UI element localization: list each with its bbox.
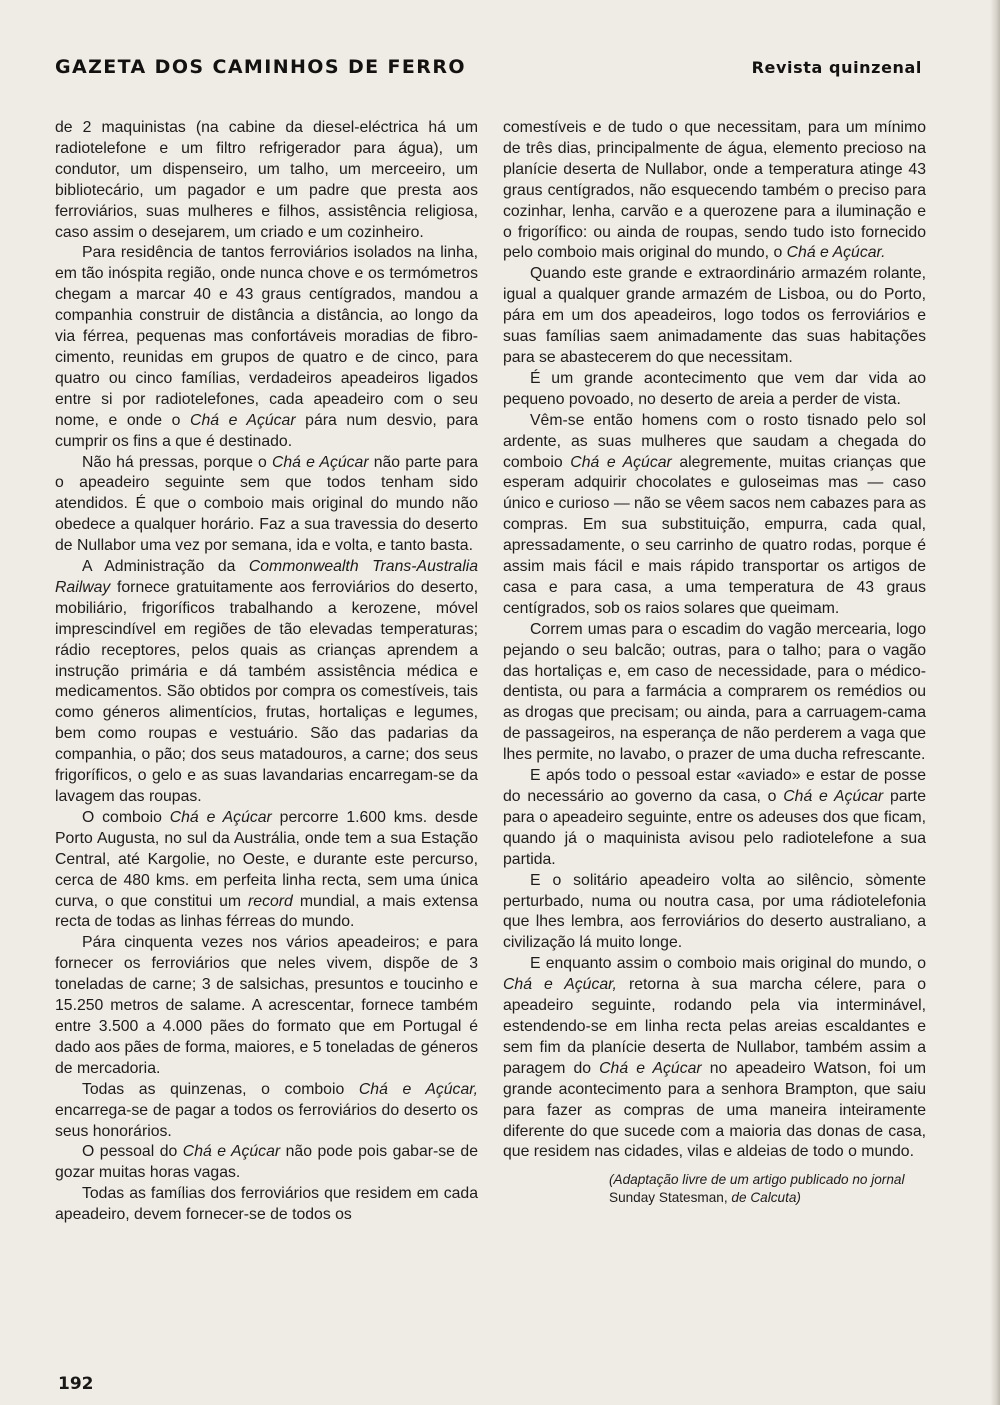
journal-subtitle: Revista quinzenal — [751, 58, 922, 77]
paragraph: Quando este grande e extraordinário armazém rolante, igual a qualquer grande armazém de Lisboa, ou do Porto, pára em um dos apeadeiros, logo todos os ferroviários e suas famílias saem animadamente das suas habitações para se abastecerem do que necessitam. — [503, 265, 926, 366]
left-column — [55, 118, 478, 1226]
paragraph: E o solitário apeadeiro volta ao silêncio, sòmente perturbado, numa ou noutra casa, por uma rádiotelefonia que lhes lembra, aos ferroviários do deserto australiano, a civilização lá muito longe. — [503, 871, 926, 952]
page-number: 192 — [58, 1374, 94, 1394]
paragraph: Vêm-se então homens com o rosto tisnado pelo sol ardente, as suas mulheres que saudam a chegada do comboio Chá e Açúcar alegremente, muitas crianças que esperam adquirir chocolates e guloseimas mas — caso único e curioso — não se vêem sacos nem cabazes para as compras. Em sua substituição, empurra, cada qual, apressadamente, o seu carrinho de quatro rodas, porque é assim mais fácil e mais rápido transportar os artigos de casa e para casa, a uma temperatura de 43 graus centígrados, sob os raios solares que queimam. — [503, 411, 927, 617]
paragraph: Correm umas para o escadim do vagão mercearia, logo pejando o seu balcão; outras, para o talho; para o vagão das hortaliças e, em caso de necessidade, para o médico-dentista, ou para a farmácia a comprarem os remédios ou as drogas que precisam; ou ainda, para a carruagem-cama de passageiros, na esperança de não perderem a vaga que lhes permite, no lavabo, o prazer de uma ducha refrescante. — [503, 620, 926, 764]
page-edge — [990, 0, 1000, 1405]
paragraph: comestíveis e de tudo o que necessitam, para um mínimo de três dias, principalmente de água, elemento precioso na planície deserta de Nullabor, onde a temperatura atinge 43 graus centígrados, não esquecendo também o preciso para cozinhar, lenha, carvão e a querozene para a iluminação e o frigorífico: ou ainda de roupas, sendo tudo isto fornecido pelo comboio mais original do mundo, o Chá e Açúcar. — [503, 119, 926, 262]
journal-title: GAZETA DOS CAMINHOS DE FERRO — [55, 56, 466, 78]
paragraph: A Administração da Commonwealth Trans-Australia Railway fornece gratuitamente aos ferroviários do deserto, mobiliário, frigoríficos trabalhando a kerozene, móvel imprescindível em regiões de tão elevadas temperaturas; rádio receptores, pelos quais as crianças aprendem a instrução primária e dá também assistência médica e medicamentos. São obtidos por compra os comestíveis, tais como géneros alimentícios, frutas, hortaliças e legumes, bem como roupas e vestuário. São das padarias da companhia, o pão; dos seus matadouros, a carne; dos seus frigoríficos, o gelo e as suas lavandarias encarregam-se da lavagem das roupas. — [55, 558, 478, 805]
paragraph: Pára cinquenta vezes nos vários apeadeiros; e para fornecer os ferroviários que neles vivem, dispõe de 3 toneladas de carne; 3 de salsichas, presuntos e toucinho e 15.250 metros de salame. A acrescentar, fornece também entre 3.500 a 4.000 pães do formato que em Portugal é dado aos pães de forma, maiores, e 5 toneladas de géneros de mercadoria. — [55, 934, 478, 1077]
right-column — [503, 118, 926, 1207]
source-credit: (Adaptação livre de um artigo publicado no jornal Sunday Statesman, de Calcuta) — [609, 1172, 905, 1206]
paragraph: Todas as famílias dos ferroviários que residem em cada apeadeiro, devem fornecer-se de todos os — [55, 1185, 478, 1224]
paragraph: de 2 maquinistas (na cabine da diesel-eléctrica há um radiotelefone e um filtro refrigerador para água), um condutor, um dispenseiro, um talho, um merceeiro, um bibliotecário, um pagador e um padre que presta aos ferroviários, suas mulheres e filhos, assistência religiosa, caso assim o desejarem, um criado e um cozinheiro. — [55, 119, 478, 241]
paragraph: Para residência de tantos ferroviários isolados na linha, em tão inóspita região, onde nunca chove e os termómetros chegam a marcar 40 e 43 graus centígrados, mandou a companhia construir de distância a distância, ao longo da via férrea, pequenas mas confortáveis moradias de fibro-cimento, reunidas em grupos de quatro e de cinco, para quatro ou cinco famílias, verdadeiros apeadeiros ligados entre si por radiotelefones, cada apeadeiro com o seu nome, e onde o Chá e Açúcar pára num desvio, para cumprir os fins a que é destinado. — [55, 244, 478, 450]
paragraph: E enquanto assim o comboio mais original do mundo, o Chá e Açúcar, retorna à sua marcha célere, para o apeadeiro seguinte, rodando pela via interminável, estendendo-se em linha recta pelas areias escaldantes e sem fim da planície deserta de Nullabor, também assim a paragem do Chá e Açúcar no apeadeiro Watson, foi um grande acontecimento para a senhora Brampton, que saiu para fazer as compras de uma maneira inteiramente diferente do que sucede com a maioria das donas de casa, que residem nas cidades, vilas e aldeias de todo o mundo. — [503, 955, 926, 1161]
page-header — [55, 56, 922, 78]
paragraph: Não há pressas, porque o Chá e Açúcar não parte para o apeadeiro seguinte sem que todos tenham sido atendidos. É que o comboio mais original do mundo não obedece a qualquer horário. Faz a sua travessia do deserto de Nullabor uma vez por semana, ida e volta, e tanto basta. — [55, 453, 479, 555]
paragraph: E após todo o pessoal estar «aviado» e estar de posse do necessário ao governo da casa, o Chá e Açúcar parte para o apeadeiro seguinte, entre os adeuses dos que ficam, quando já o maquinista avisou pelo radiotelefone a sua partida. — [503, 767, 926, 868]
paragraph: Todas as quinzenas, o comboio Chá e Açúcar, encarrega-se de pagar a todos os ferroviários do deserto os seus honorários. — [55, 1080, 479, 1140]
paragraph: O comboio Chá e Açúcar percorre 1.600 kms. desde Porto Augusta, no sul da Austrália, onde tem a sua Estação Central, até Kargolie, no Oeste, e durante este percurso, cerca de 480 kms. em perfeita linha recta, sem uma única curva, o que constitui um record mundial, a mais extensa recta de todas as linhas férreas do mundo. — [55, 808, 479, 931]
paragraph: É um grande acontecimento que vem dar vida ao pequeno povoado, no deserto de areia a perder de vista. — [503, 369, 926, 408]
paragraph: O pessoal do Chá e Açúcar não pode pois gabar-se de gozar muitas horas vagas. — [55, 1143, 479, 1182]
